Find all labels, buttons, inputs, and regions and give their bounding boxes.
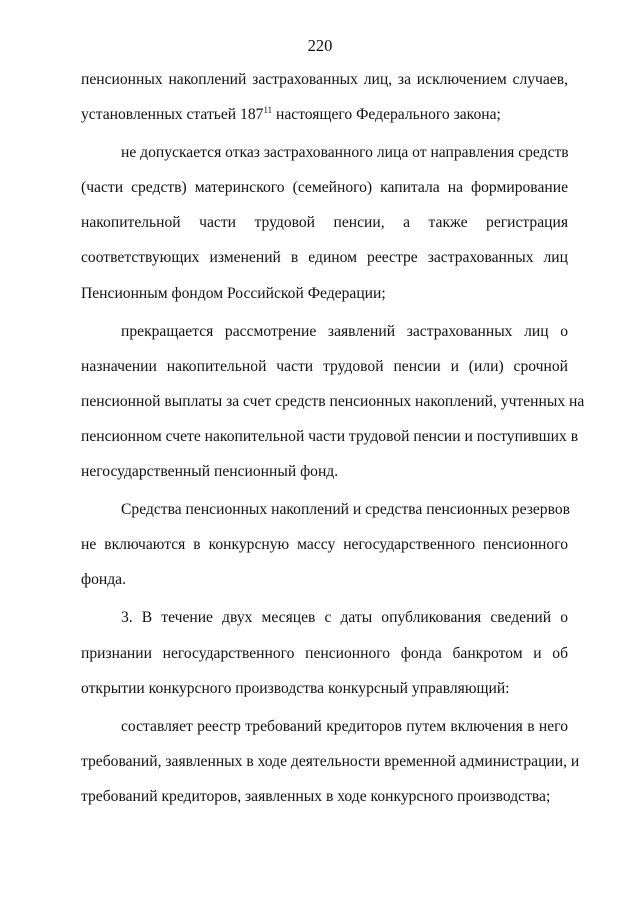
text-line — [81, 97, 568, 132]
text-line: требований кредиторов, заявленных в ходе конкурсного производства; — [81, 787, 551, 805]
document-body — [81, 62, 585, 817]
text-line: не включаются в конкурсную массу негосударственного пенсионного — [81, 536, 568, 554]
text-fragment: установленных статьей 187 — [81, 106, 264, 124]
paragraph-1 — [81, 62, 568, 132]
text-line: не допускается отказ застрахованного лица от направления средств — [121, 144, 569, 162]
text-line: прекращается рассмотрение заявлений застрахованных лиц о — [121, 322, 568, 340]
text-line: признании негосударственного пенсионного фонда банкротом и об — [81, 644, 568, 662]
text-line: пенсионных накоплений застрахованных лиц, за исключением случаев, — [81, 71, 568, 88]
text-line: накопительной части трудовой пенсии, а также регистрация — [81, 214, 568, 232]
text-line: составляет реестр требований кредиторов путем включения в него — [121, 717, 568, 735]
text-line: пенсионной выплаты за счет средств пенсионных накоплений, учтенных на — [81, 392, 585, 410]
text-line: требований, заявленных в ходе деятельности временной администрации, и — [81, 752, 580, 770]
text-line: назначении накопительной части трудовой пенсии и (или) срочной — [81, 357, 568, 375]
text-line: фонда. — [81, 571, 126, 589]
superscript: 11 — [263, 105, 273, 116]
page-number: 220 — [307, 36, 333, 55]
paragraph-3 — [81, 314, 585, 489]
text-line: негосударственный пенсионный фонд. — [81, 463, 339, 481]
text-line: соответствующих изменений в едином реестре застрахованных лиц — [81, 249, 568, 267]
paragraph-6 — [81, 709, 580, 814]
text-line: Пенсионным фондом Российской Федерации; — [81, 284, 386, 302]
text-line: 3. В течение двух месяцев с даты опубликования сведений о — [121, 609, 568, 627]
paragraph-5 — [81, 600, 568, 705]
text-line: пенсионном счете накопительной части трудовой пенсии и поступивших в — [81, 427, 579, 445]
text-line: открытии конкурсного производства конкурсный управляющий: — [81, 679, 510, 697]
paragraph-4 — [81, 492, 568, 597]
paragraph-2 — [81, 135, 568, 310]
text-line: Средства пенсионных накоплений и средства пенсионных резервов — [121, 501, 570, 519]
text-fragment: настоящего Федерального закона; — [276, 106, 501, 124]
text-line: (части средств) материнского (семейного) капитала на формирование — [81, 179, 568, 197]
